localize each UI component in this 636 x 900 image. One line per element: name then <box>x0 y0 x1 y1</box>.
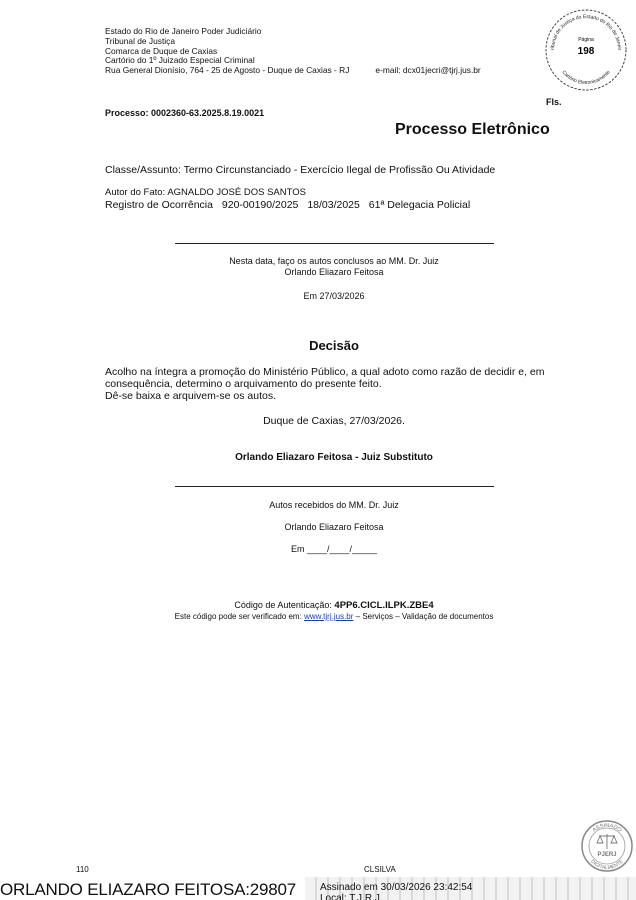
decision-place-date: Duque de Caxias, 27/03/2026. <box>263 415 405 427</box>
fls-label: Fls. <box>546 97 562 107</box>
recebimento-judge: Orlando Eliazaro Feitosa <box>284 522 384 532</box>
header-address-line <box>105 66 481 76</box>
verify-prefix: Este código pode ser verificado em: <box>174 612 302 621</box>
header-address: Rua General Dionísio, 764 - 25 de Agosto - Duque de Caxias - RJ <box>105 65 350 76</box>
page-seal <box>544 8 628 92</box>
registro-ocorrencia <box>105 199 476 211</box>
registro-delegacia: 61ª Delegacia Policial <box>368 199 471 211</box>
verify-line <box>0 612 636 621</box>
auth-code-label: Código de Autenticação: <box>234 600 332 610</box>
verify-link[interactable]: www.tjrj.jus.br <box>304 612 354 621</box>
tjrj-seal-mid: PJERJ <box>597 852 617 858</box>
decision-paragraph-2: Dê-se baixa e arquivem-se os autos. <box>105 390 276 402</box>
seal-top-text: ribunal de Justiça do Estado do Rio de Janeir <box>549 13 623 51</box>
tjrj-seal-bottom: DIGITALMENTE <box>589 858 625 872</box>
tjrj-signed-seal <box>580 816 634 876</box>
conclusao-line1: Nesta data, faço os autos conclusos ao MM. Dr. Juiz <box>229 256 439 266</box>
footer-number: 110 <box>76 865 89 874</box>
decision-title: Decisão <box>309 338 359 353</box>
header-email: e-mail: dcx01jecri@tjrj.jus.br <box>375 65 481 76</box>
divider-bottom <box>175 486 494 487</box>
registro-label: Registro de Ocorrência <box>105 199 213 211</box>
header-tribunal: Tribunal de Justiça <box>105 35 175 46</box>
recebimento-line1: Autos recebidos do MM. Dr. Juiz <box>269 500 399 510</box>
header-cartorio: Cartório do 1º Juizado Especial Criminal <box>105 55 255 66</box>
recebimento-date: Em ____/____/_____ <box>290 544 378 554</box>
conclusao-date: Em 27/03/2026 <box>303 291 365 301</box>
process-number: Processo: 0002360-63.2025.8.19.0021 <box>105 108 265 118</box>
registro-numero: 920-00190/2025 <box>221 199 299 211</box>
autor-do-fato: Autor do Fato: AGNALDO JOSÉ DOS SANTOS <box>105 187 306 198</box>
classe-assunto: Classe/Assunto: Termo Circunstanciado - Exercício Ilegal de Profissão Ou Atividade <box>105 164 496 176</box>
court-header <box>105 27 481 76</box>
divider-top <box>175 243 494 244</box>
seal-page-number: 198 <box>577 46 595 57</box>
page-title: Processo Eletrônico <box>395 121 550 138</box>
verify-suffix: – Serviços – Validação de documentos <box>355 612 494 621</box>
registro-data: 18/03/2025 <box>307 199 360 211</box>
signer-name: ORLANDO ELIAZARO FEITOSA:29807 <box>0 880 297 899</box>
conclusao-judge: Orlando Eliazaro Feitosa <box>284 267 384 277</box>
judge-signature: Orlando Eliazaro Feitosa - Juiz Substituto <box>235 452 433 463</box>
signed-at: Assinado em 30/03/2026 23:42:54 <box>320 882 473 893</box>
signature-strip <box>0 877 636 900</box>
signed-local: Local: T.J.R.J. <box>320 893 383 900</box>
auth-code: 4PP6.CICL.ILPK.ZBE4 <box>334 600 434 611</box>
header-comarca: Comarca de Duque de Caxias <box>105 45 218 56</box>
tjrj-seal-top: ASSINADO <box>591 822 623 834</box>
footer-user: CLSILVA <box>364 865 396 874</box>
header-state: Estado do Rio de Janeiro Poder Judiciário <box>105 26 262 36</box>
seal-pagina-label: Página <box>578 37 594 43</box>
decision-paragraph-1: Acolho na íntegra a promoção do Ministério Público, a qual adoto como razão de decidir e, em consequência, determino o arquivamento do presente feito. <box>105 366 545 390</box>
signature-info <box>320 882 472 900</box>
seal-bottom-text: Cartório Eletronicamente <box>560 69 612 87</box>
decision-body <box>105 366 575 402</box>
auth-code-line <box>0 600 636 611</box>
